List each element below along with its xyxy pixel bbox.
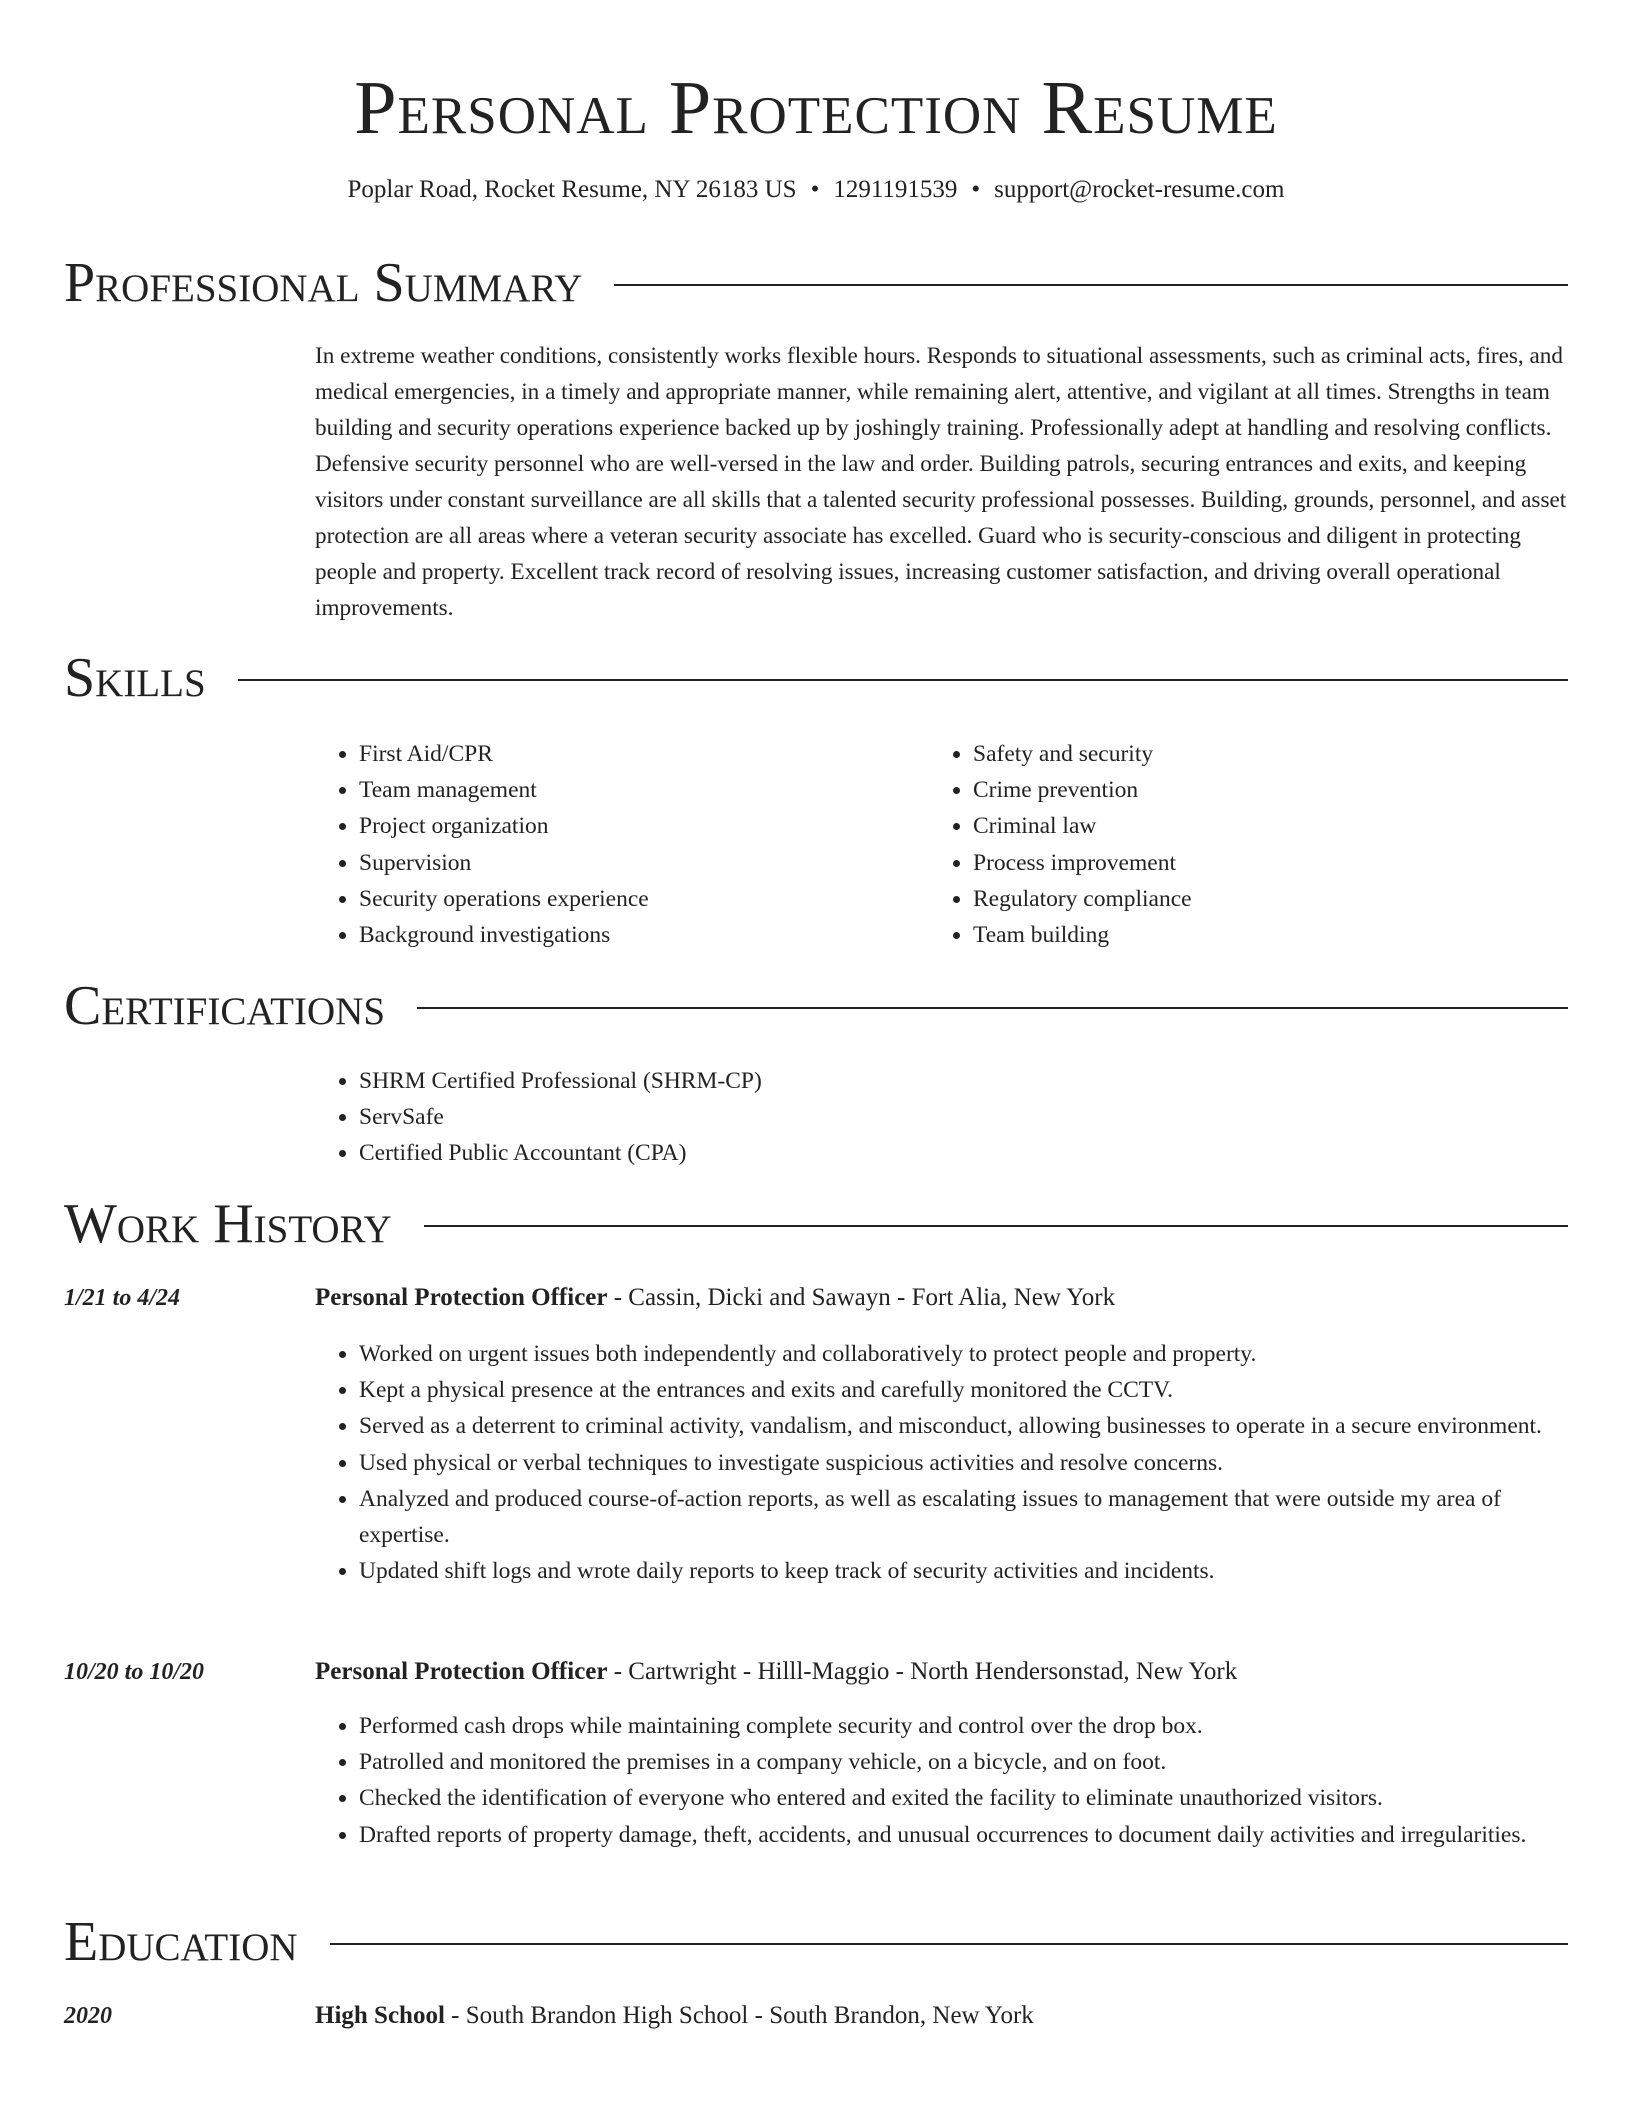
skills-right-column — [929, 736, 1529, 953]
address: Poplar Road, Rocket Resume, NY 26183 US — [347, 176, 797, 203]
section-divider — [424, 1225, 1568, 1227]
job-duty-item: • Served as a deterrent to criminal activity, vandalism, and misconduct, allowing businesses to operate in a secure environment. — [359, 1408, 1575, 1444]
certifications-list — [315, 1063, 1515, 1172]
summary-heading: Professional Summary — [64, 252, 583, 314]
job-duty-item: • Kept a physical presence at the entrances and exits and carefully monitored the CCTV. — [359, 1372, 1575, 1408]
job-title-line — [315, 1654, 1237, 1690]
summary-text: In extreme weather conditions, consistently works flexible hours. Responds to situational assessments, such as criminal acts, fires, and medical emergencies, in a timely and appropriate manner, while remaining alert, attentive, and vigilant at all times. Strengths in team building and security operations experience backed up by joshingly training. Professionally adept at handling and resolving conflicts. Defensive security personnel who are well-versed in the law and order. Building patrols, securing entrances and exits, and keeping visitors under constant surveillance are all skills that a talented security professional possesses. Building, grounds, personnel, and asset protection are all areas where a veteran security associate has excelled. Guard who is security-conscious and diligent in protecting people and property. Excellent track record of resolving issues, increasing customer satisfaction, and driving overall operational improvements. — [315, 343, 1567, 621]
job-duties-list — [315, 1336, 1575, 1589]
section-divider — [238, 679, 1568, 681]
email[interactable]: support@rocket-resume.com — [994, 176, 1285, 203]
education-year: 2020 — [64, 2003, 112, 2029]
job-dates: 10/20 to 10/20 — [64, 1659, 205, 1685]
skill-item: • Security operations experience — [359, 881, 915, 917]
skill-item: • Regulatory compliance — [973, 881, 1529, 917]
job-duty-item: • Checked the identification of everyone who entered and exited the facility to eliminate unauthorized visitors. — [359, 1780, 1575, 1816]
job-duty-item: • Drafted reports of property damage, theft, accidents, and unusual occurrences to document daily activities and irregularities. — [359, 1817, 1575, 1853]
skills-heading: Skills — [64, 647, 206, 709]
education-heading: Education — [64, 1911, 298, 1973]
education-section-header — [64, 1907, 1568, 1977]
job-duty-item: • Performed cash drops while maintaining complete security and control over the drop box. — [359, 1708, 1575, 1744]
skill-item: • Criminal law — [973, 808, 1529, 844]
work-history-section-header — [64, 1189, 1568, 1259]
job-duty-item: • Updated shift logs and wrote daily reports to keep track of security activities and incidents. — [359, 1553, 1575, 1589]
job-duty-item: • Used physical or verbal techniques to investigate suspicious activities and resolve concerns. — [359, 1445, 1575, 1481]
education-degree: High School — [315, 2002, 445, 2029]
job-dates: 1/21 to 4/24 — [64, 1285, 181, 1311]
certification-item: • ServSafe — [359, 1099, 1515, 1135]
job-duty-item: • Analyzed and produced course-of-action reports, as well as escalating issues to management that were outside my area of expertise. — [359, 1481, 1575, 1553]
job-employer: - Cartwright - Hilll-Maggio - North Hendersonstad, New York — [607, 1658, 1238, 1685]
summary-section-header — [64, 248, 1568, 318]
job-title: Personal Protection Officer — [315, 1284, 608, 1311]
skill-item: • Supervision — [359, 845, 915, 881]
section-divider — [614, 284, 1568, 286]
skill-item: • Crime prevention — [973, 772, 1529, 808]
education-line — [315, 1998, 1034, 2034]
job-title-line — [315, 1280, 1115, 1316]
skill-item: • Team management — [359, 772, 915, 808]
skill-item: • Process improvement — [973, 845, 1529, 881]
skills-section-header — [64, 643, 1568, 713]
skill-item: • Background investigations — [359, 917, 915, 953]
phone: 1291191539 — [833, 176, 958, 203]
skill-item: • Safety and security — [973, 736, 1529, 772]
skill-item: • First Aid/CPR — [359, 736, 915, 772]
skills-left-column — [315, 736, 915, 953]
certifications-heading: Certifications — [64, 975, 386, 1037]
job-duty-item: • Worked on urgent issues both independently and collaboratively to protect people and property. — [359, 1336, 1575, 1372]
job-duties-list — [315, 1708, 1575, 1853]
contact-line — [0, 173, 1632, 207]
job-employer: - Cassin, Dicki and Sawayn - Fort Alia, New York — [607, 1284, 1116, 1311]
job-title: Personal Protection Officer — [315, 1658, 608, 1685]
section-divider — [417, 1007, 1568, 1009]
separator: • — [810, 176, 820, 203]
skill-item: • Team building — [973, 917, 1529, 953]
resume-title: Personal Protection Resume — [354, 66, 1278, 150]
certifications-section-header — [64, 971, 1568, 1041]
education-school: - South Brandon High School - South Brandon, New York — [444, 2002, 1034, 2029]
certification-item: • SHRM Certified Professional (SHRM-CP) — [359, 1063, 1515, 1099]
work-history-heading: Work History — [64, 1193, 392, 1255]
skill-item: • Project organization — [359, 808, 915, 844]
section-divider — [330, 1943, 1568, 1945]
certification-item: • Certified Public Accountant (CPA) — [359, 1135, 1515, 1171]
separator: • — [971, 176, 981, 203]
job-duty-item: • Patrolled and monitored the premises in a company vehicle, on a bicycle, and on foot. — [359, 1744, 1575, 1780]
